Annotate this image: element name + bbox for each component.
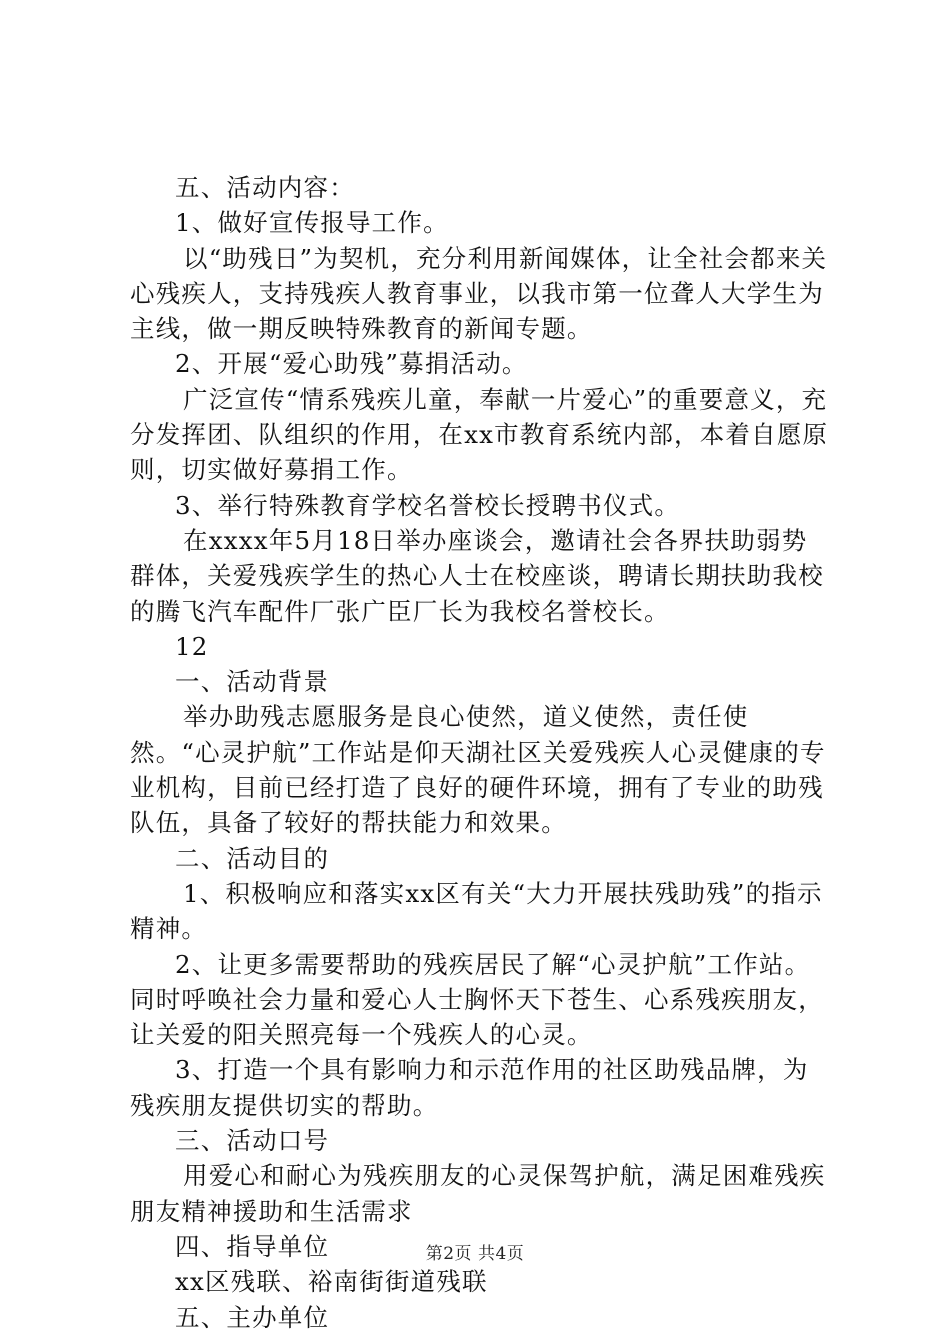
body-paragraph: 3、打造一个具有影响力和示范作用的社区助残品牌，为残疾朋友提供切实的帮助。 bbox=[130, 1055, 809, 1120]
page-footer: 第2页 共4页 bbox=[425, 1244, 525, 1264]
body-paragraph: 举办助残志愿服务是良心使然，道义使然，责任使然。“心灵护航”工作站是仰天湖社区关爱残疾人心灵健康的专业机构，目前已经打造了良好的硬件环境，拥有了专业的助残队伍，具备了较好的帮扶能力和效果。 bbox=[130, 702, 826, 838]
section-heading: 一、活动背景 bbox=[175, 667, 330, 697]
section-number: 12 bbox=[175, 631, 209, 661]
section-heading: 四、指导单位 bbox=[175, 1231, 330, 1261]
section-heading: 五、活动内容： bbox=[175, 173, 355, 202]
section-heading: 二、活动目的 bbox=[175, 843, 330, 873]
body-paragraph: 1、积极响应和落实xx区有关“大力开展扶残助残”的指示精神。 bbox=[130, 878, 823, 944]
body-line: xx区残联、裕南街街道残联 bbox=[175, 1267, 488, 1297]
body-paragraph: 用爱心和耐心为残疾朋友的心灵保驾护航，满足困难残疾朋友精神援助和生活需求 bbox=[130, 1161, 826, 1226]
body-paragraph: 广泛宣传“情系残疾儿童，奉献一片爱心”的重要意义，充分发挥团、队组织的作用，在xx市教育系统内部，本着自愿原则，切实做好募捐工作。 bbox=[130, 384, 829, 485]
section-heading: 三、活动口号 bbox=[175, 1126, 330, 1156]
document-body bbox=[130, 170, 830, 1335]
item-heading: 2、开展“爱心助残”募捐活动。 bbox=[175, 349, 528, 379]
body-paragraph: 在xxxx年5月18日举办座谈会，邀请社会各界扶助弱势群体，关爱残疾学生的热心人士在校座谈，聘请长期扶助我校的腾飞汽车配件厂张广臣厂长为我校名誉校长。 bbox=[130, 525, 824, 626]
body-paragraph: 2、让更多需要帮助的残疾居民了解“心灵护航”工作站。同时呼唤社会力量和爱心人士胸怀天下苍生、心系残疾朋友，让关爱的阳关照亮每一个残疾人的心灵。 bbox=[130, 949, 824, 1050]
body-paragraph: 以“助残日”为契机，充分利用新闻媒体，让全社会都来关心残疾人，支持残疾人教育事业，以我市第一位聋人大学生为主线，做一期反映特殊教育的新闻专题。 bbox=[130, 243, 828, 344]
item-heading: 3、举行特殊教育学校名誉校长授聘书仪式。 bbox=[175, 490, 681, 520]
item-heading: 1、做好宣传报导工作。 bbox=[175, 208, 449, 238]
section-heading: 五、主办单位 bbox=[175, 1302, 330, 1332]
